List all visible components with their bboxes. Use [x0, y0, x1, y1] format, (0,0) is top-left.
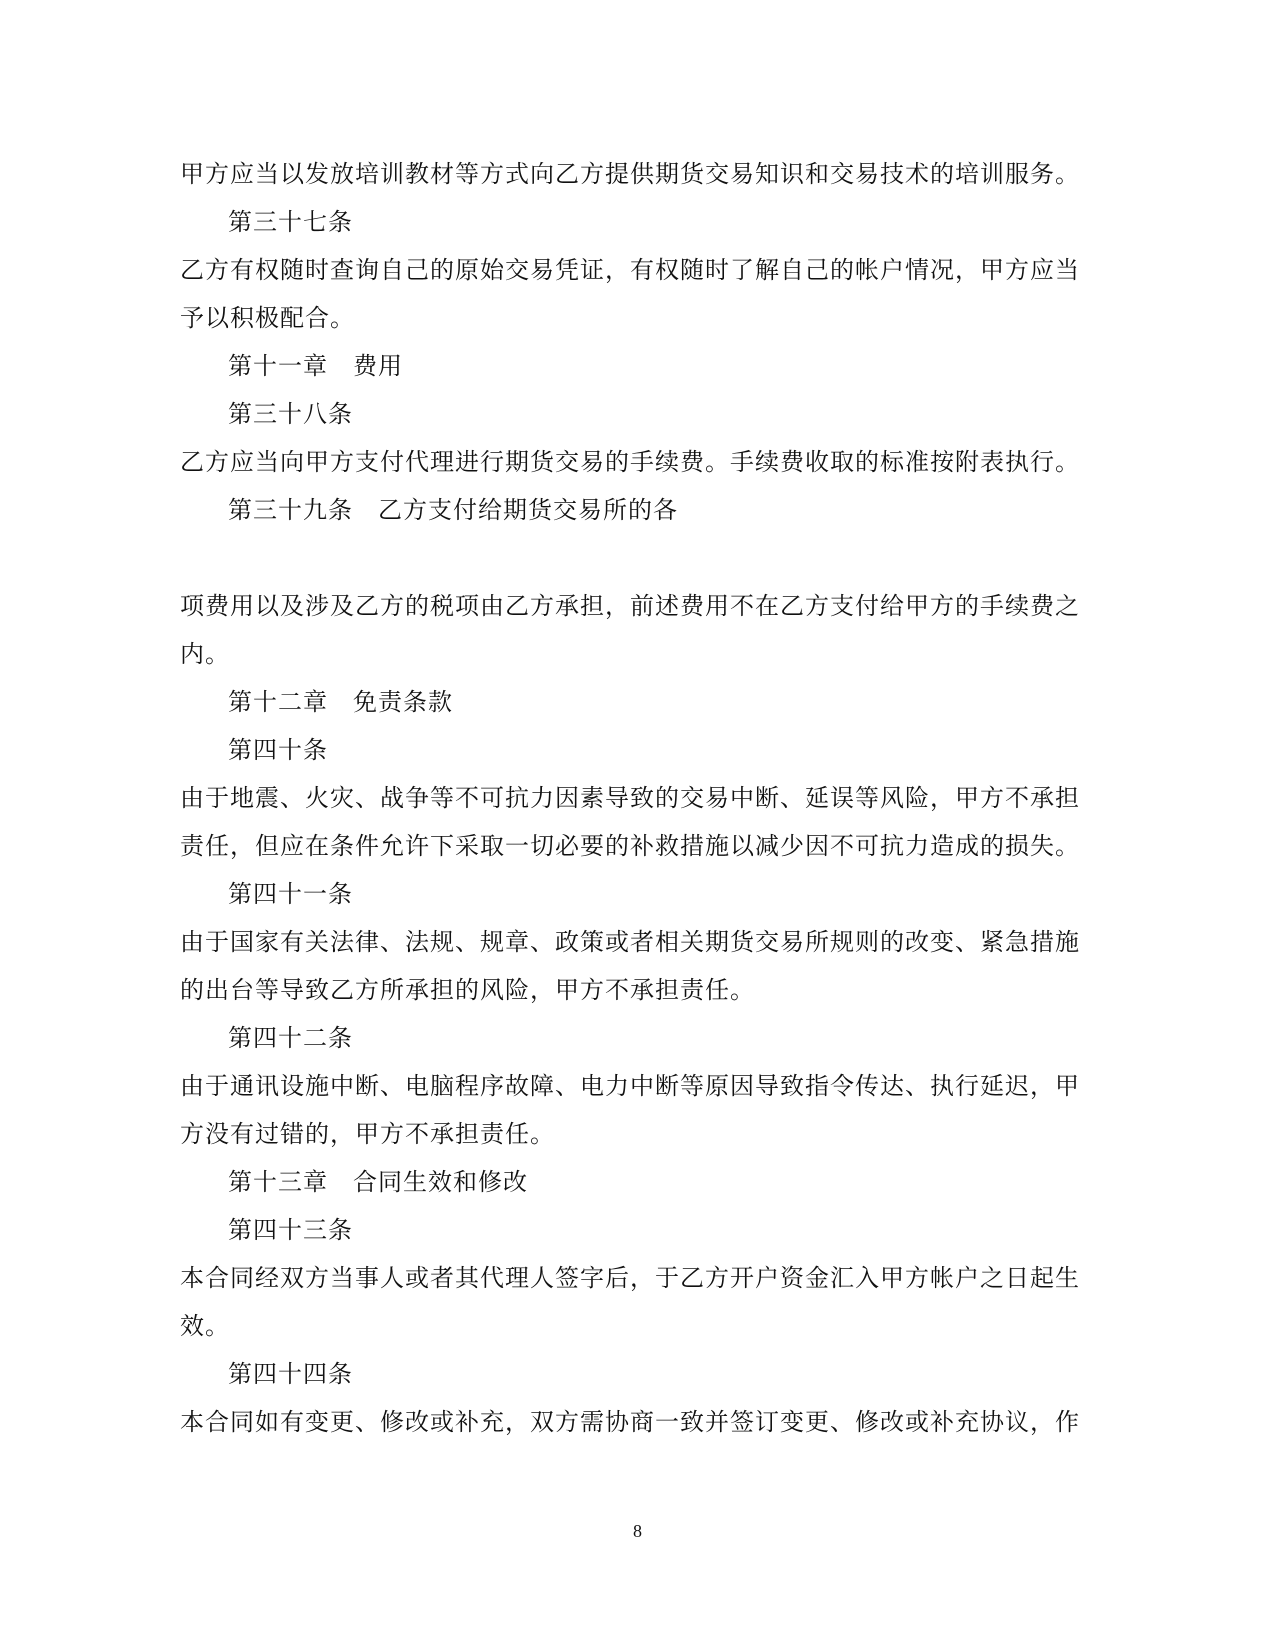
body-text-line: 由于国家有关法律、法规、规章、政策或者相关期货交易所规则的改变、紧急措施 [180, 928, 1080, 956]
body-text-line: 内。 [180, 640, 230, 668]
article-heading: 第四十三条 [228, 1216, 353, 1244]
body-text-line: 本合同经双方当事人或者其代理人签字后，于乙方开户资金汇入甲方帐户之日起生 [180, 1264, 1080, 1292]
article-heading: 第四十一条 [228, 880, 353, 908]
article-heading: 第三十九条 乙方支付给期货交易所的各 [228, 496, 678, 524]
body-text-line: 责任，但应在条件允许下采取一切必要的补救措施以减少因不可抗力造成的损失。 [180, 832, 1080, 860]
body-text-line: 效。 [180, 1312, 230, 1340]
chapter-heading: 第十一章 费用 [228, 352, 403, 380]
document-body [180, 150, 1095, 1446]
chapter-heading: 第十三章 合同生效和修改 [228, 1168, 528, 1196]
body-text-line: 方没有过错的，甲方不承担责任。 [180, 1120, 555, 1148]
article-heading: 第四十二条 [228, 1024, 353, 1052]
article-heading: 第三十七条 [228, 208, 353, 236]
body-text-line: 的出台等导致乙方所承担的风险，甲方不承担责任。 [180, 976, 755, 1004]
page-number: 8 [633, 1521, 642, 1541]
body-text-line: 甲方应当以发放培训教材等方式向乙方提供期货交易知识和交易技术的培训服务。 [180, 160, 1080, 188]
article-heading: 第四十四条 [228, 1360, 353, 1388]
blank-line [180, 534, 1095, 582]
article-heading: 第三十八条 [228, 400, 353, 428]
body-text-line: 由于通讯设施中断、电脑程序故障、电力中断等原因导致指令传达、执行延迟，甲 [180, 1072, 1080, 1100]
article-heading: 第四十条 [228, 736, 328, 764]
body-text-line: 乙方应当向甲方支付代理进行期货交易的手续费。手续费收取的标准按附表执行。 [180, 448, 1080, 476]
body-text-line: 由于地震、火灾、战争等不可抗力因素导致的交易中断、延误等风险，甲方不承担 [180, 784, 1080, 812]
body-text-line: 项费用以及涉及乙方的税项由乙方承担，前述费用不在乙方支付给甲方的手续费之 [180, 592, 1080, 620]
body-text-line: 予以积极配合。 [180, 304, 355, 332]
body-text-line: 乙方有权随时查询自己的原始交易凭证，有权随时了解自己的帐户情况，甲方应当 [180, 256, 1080, 284]
chapter-heading: 第十二章 免责条款 [228, 688, 453, 716]
body-text-line: 本合同如有变更、修改或补充，双方需协商一致并签订变更、修改或补充协议，作 [180, 1408, 1080, 1436]
